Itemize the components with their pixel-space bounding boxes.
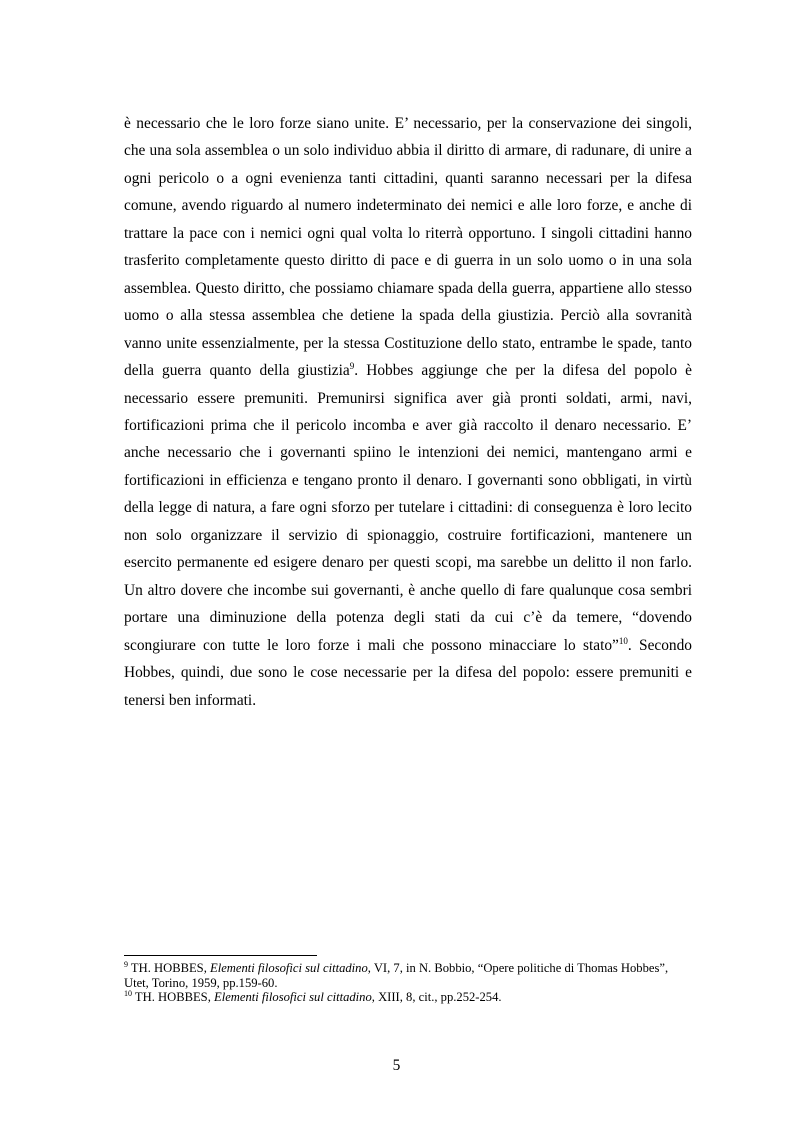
footnote-number: 10 [124,988,132,998]
footnote-title: Elementi filosofici sul cittadino [210,961,368,975]
footnote-title: Elementi filosofici sul cittadino [214,990,372,1004]
body-text-segment: . Hobbes aggiunge che per la difesa del popolo è necessario essere premuniti. Premunirsi significa aver già pronti soldati, armi, navi, fortificazioni prima che il pericolo incomba e aver già raccolto il denaro necessario. E’ anche necessario che i governanti spiino le intenzioni dei nemici, mantengano armi e fortificazioni in efficienza e tengano pronto il denaro. I governanti sono obbligati, in virtù della legge di natura, a fare ogni sforzo per tutelare i cittadini: di conseguenza è loro lecito non solo organizzare il servizio di spionaggio, costruire fortificazioni, mantenere un esercito permanente ed esigere denaro per questi scopi, ma sarebbe un delitto il non farlo. Un altro dovere che incombe sui governanti, è anche quello di fare qualunque cosa sembri portare una diminuzione della potenza degli stati da cui c’è da temere, “dovendo scongiurare con tutte le loro forze i mali che possono minacciare lo stato” [124,362,692,654]
body-text-segment: . Secondo Hobbes, quindi, due sono le cose necessarie per la difesa del popolo: essere premuniti e tenersi ben informati. [124,636,693,709]
footnote-number: 9 [124,959,128,969]
body-text [124,110,692,714]
footnote-reference[interactable]: 10 [618,635,628,646]
footnote-author: TH. HOBBES, [128,961,210,975]
footnote-item [124,961,692,990]
body-text-segment: è necessario che le loro forze siano unite. E’ necessario, per la conservazione dei singoli, che una sola assemblea o un solo individuo abbia il diritto di armare, di radunare, di unire a ogni pericolo o a ogni evenienza tanti cittadini, quanti saranno necessari per la difesa comune, avendo riguardo al numero indeterminato dei nemici e alle loro forze, e anche di trattare la pace con i nemici ogni qual volta lo riterrà opportuno. I singoli cittadini hanno trasferito completamente questo diritto di pace e di guerra in un solo uomo o in una sola assemblea. Questo diritto, che possiamo chiamare spada della guerra, appartiene allo stesso uomo o alla stessa assemblea che detiene la spada della giustizia. Perciò alla sovranità vanno unite essenzialmente, per la stessa Costituzione dello stato, entrambe le spade, tanto della guerra quanto della giustizia [124,115,692,380]
footnote-separator [124,955,317,956]
footnote-details: , VI, 7, in N. Bobbio, “Opere politiche di Thomas Hobbes”, Utet, Torino, 1959, pp.159-60. [124,961,669,990]
footnotes [124,961,692,1005]
footnote-details: , XIII, 8, cit., pp.252-254. [371,990,502,1004]
footnote-author: TH. HOBBES, [132,990,214,1004]
footnote-reference[interactable]: 9 [349,360,355,371]
body-paragraph [124,110,692,714]
page-number: 5 [392,1057,401,1074]
footnote-item [124,990,692,1005]
